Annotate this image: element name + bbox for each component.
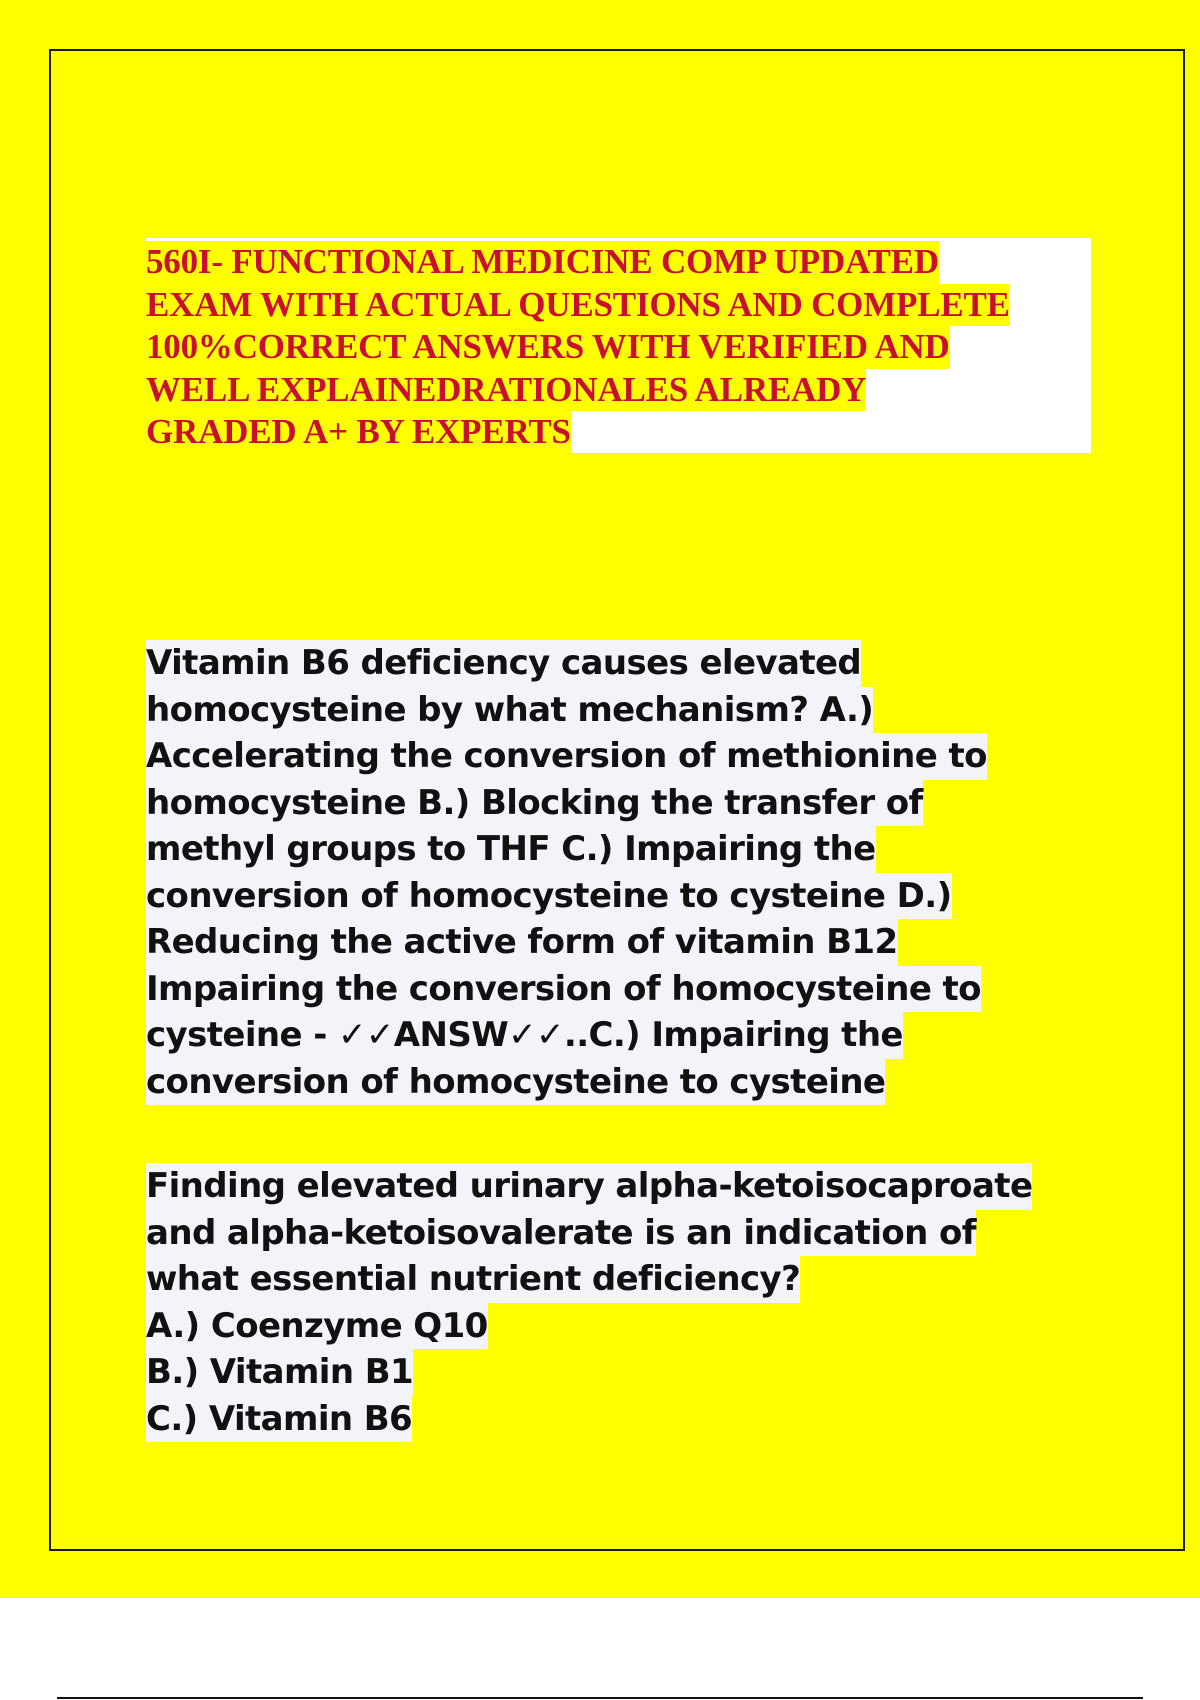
question-line: methyl groups to THF C.) Impairing the bbox=[146, 826, 876, 873]
title-line: 100%CORRECT ANSWERS WITH VERIFIED AND bbox=[146, 326, 950, 369]
question-line: homocysteine B.) Blocking the transfer of bbox=[146, 780, 923, 827]
question-vitamin-b6-homocysteine bbox=[146, 640, 1106, 1105]
title-line: 560I- FUNCTIONAL MEDICINE COMP UPDATED bbox=[146, 241, 939, 284]
question-line: homocysteine by what mechanism? A.) bbox=[146, 687, 873, 734]
footer-divider bbox=[57, 1697, 1143, 1699]
answer-option: A.) Coenzyme Q10 bbox=[146, 1303, 488, 1350]
question-keto-acids-deficiency bbox=[146, 1163, 1106, 1442]
question-line: Impairing the conversion of homocysteine to bbox=[146, 966, 981, 1013]
answer-option: B.) Vitamin B1 bbox=[146, 1349, 413, 1396]
title-line: WELL EXPLAINEDRATIONALES ALREADY bbox=[146, 369, 866, 412]
question-line: conversion of homocysteine to cysteine D.) bbox=[146, 873, 952, 920]
question-line: and alpha-ketoisovalerate is an indication of bbox=[146, 1210, 976, 1257]
title-line: EXAM WITH ACTUAL QUESTIONS AND COMPLETE bbox=[146, 284, 1010, 327]
question-line: Vitamin B6 deficiency causes elevated bbox=[146, 640, 861, 687]
question-line: what essential nutrient deficiency? bbox=[146, 1256, 800, 1303]
answer-option: C.) Vitamin B6 bbox=[146, 1396, 412, 1443]
answer-line: cysteine - ✓✓ANSW✓✓..C.) Impairing the bbox=[146, 1012, 903, 1059]
title-line: GRADED A+ BY EXPERTS bbox=[146, 411, 571, 454]
question-line: Reducing the active form of vitamin B12 bbox=[146, 919, 898, 966]
answer-line: conversion of homocysteine to cysteine bbox=[146, 1059, 885, 1106]
question-line: Finding elevated urinary alpha-ketoisocaproate bbox=[146, 1163, 1032, 1210]
document-title bbox=[146, 241, 1091, 454]
question-line: Accelerating the conversion of methionine to bbox=[146, 733, 987, 780]
